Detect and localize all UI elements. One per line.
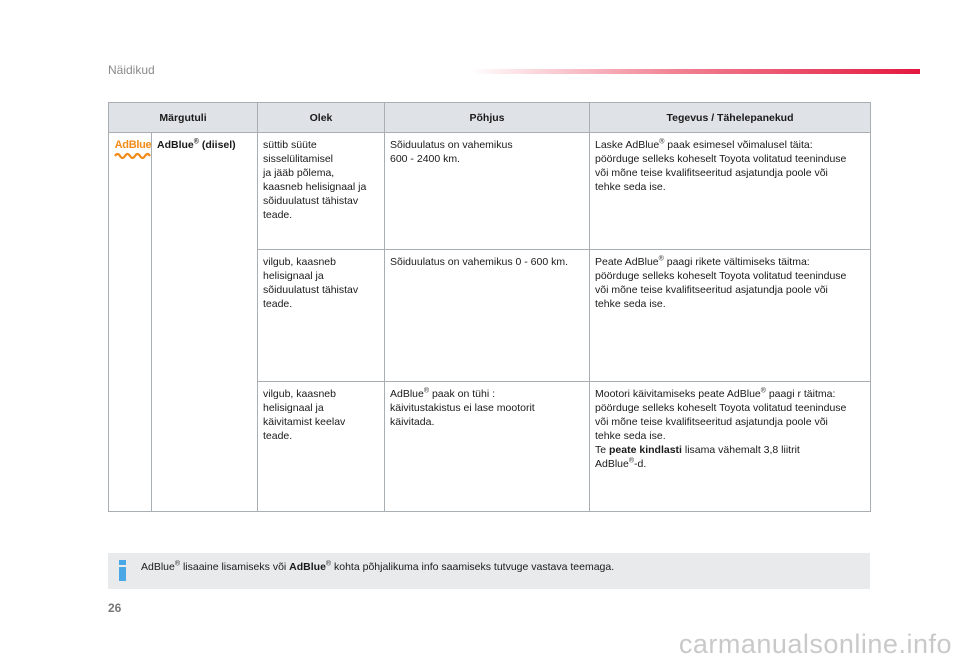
state-cell: vilgub, kaasneb helisignaal ja käivitamist keelav teade. <box>258 382 385 512</box>
adblue-waves-icon <box>114 151 152 159</box>
col-header-state: Olek <box>258 103 385 133</box>
action-cell: Peate AdBlue® paagi rikete vältimiseks täitma: pöörduge selleks koheselt Toyota volitatud teeninduse või mõne teise kvalifitseeritud asjatundja poole või tehke seda ise. <box>590 250 871 382</box>
action-cell: Laske AdBlue® paak esimesel võimalusel täita: pöörduge selleks koheselt Toyota volitatud teeninduse või mõne teise kvalifitseeritud asjatundja poole või tehke seda ise. <box>590 133 871 250</box>
page-number: 26 <box>108 601 122 615</box>
table-row <box>109 133 871 250</box>
indicator-name-cell <box>152 133 258 512</box>
state-cell: süttib süüte sisselülitamisel ja jääb põlema, kaasneb helisignaal ja sõiduulatust tähistav teade. <box>258 133 385 250</box>
info-note <box>108 553 870 589</box>
action-cell: Mootori käivitamiseks peate AdBlue® paagi r täitma: pöörduge selleks koheselt Toyota volitatud teeninduse või mõne teise kvalifitseeritud asjatundja poole või tehke seda ise. Te peate kindlasti lisama vähemalt 3,8 liitrit AdBlue®-d. <box>590 382 871 512</box>
cause-cell: Sõiduulatus on vahemikus 600 - 2400 km. <box>385 133 590 250</box>
cause-cell: Sõiduulatus on vahemikus 0 - 600 km. <box>385 250 590 382</box>
section-title: Näidikud <box>108 63 155 77</box>
col-header-action: Tegevus / Tähelepanekud <box>590 103 871 133</box>
header-accent-rule <box>470 69 920 74</box>
cause-cell: AdBlue® paak on tühi : käivitustakistus ei lase mootorit käivitada. <box>385 382 590 512</box>
adblue-icon-label: AdBlue <box>114 139 152 151</box>
info-note-text: AdBlue® lisaaine lisamiseks või AdBlue® kohta põhjalikuma info saamiseks tutvuge vastava teemaga. <box>141 560 615 573</box>
watermark: carmanualsonline.info <box>678 629 952 659</box>
indicator-name: AdBlue® (diisel) <box>157 138 236 151</box>
col-header-cause: Põhjus <box>385 103 590 133</box>
table-header-row <box>109 103 871 133</box>
adblue-warning-icon <box>114 139 152 159</box>
indicator-icon-cell <box>109 133 152 512</box>
indicator-table <box>108 102 871 512</box>
info-icon <box>118 560 128 582</box>
col-header-indicator: Märgutuli <box>109 103 258 133</box>
state-cell: vilgub, kaasneb helisignaal ja sõiduulatust tähistav teade. <box>258 250 385 382</box>
